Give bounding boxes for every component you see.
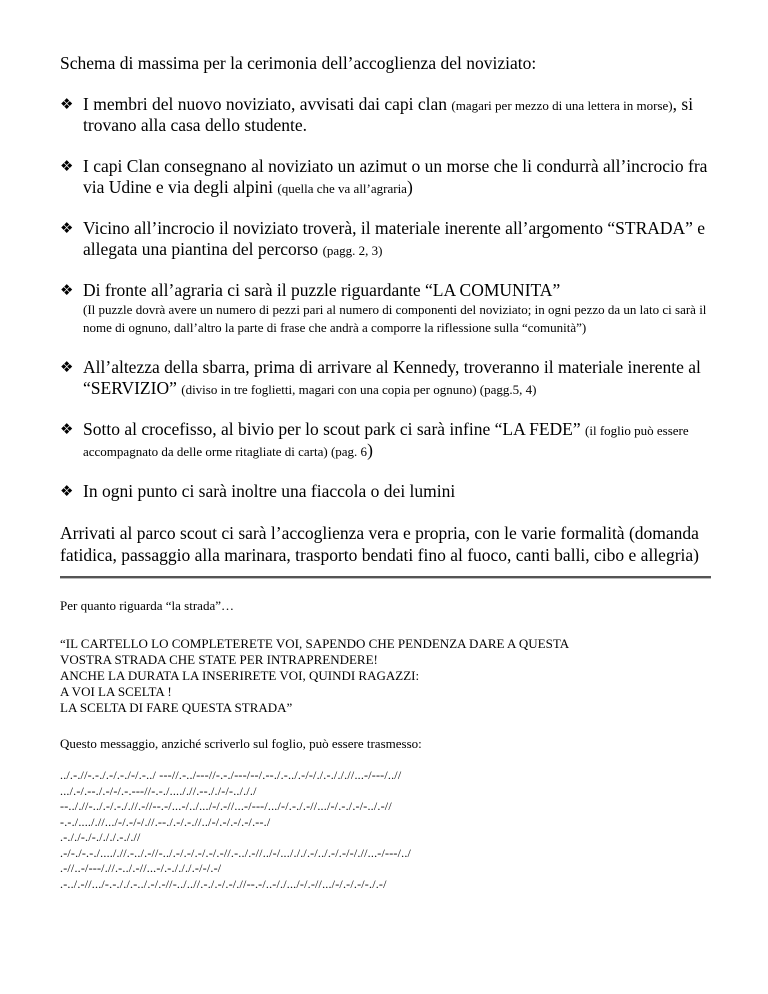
diamond-bullet-icon: ❖ [60, 281, 74, 299]
closing-paragraph: Arrivati al parco scout ci sarà l’accoglienza vera e propria, con le varie formalità (domanda fatidica, passaggio alla marinara, trasporto bendati fino al fuoco, canti balli, cibo e allegria) [60, 523, 699, 565]
bullet-7-main: In ogni punto ci sarà inoltre una fiaccola o dei lumini [83, 481, 456, 501]
bullet-5-note: (diviso in tre foglietti, magari con una copia per ognuno) (pagg.5, 4) [181, 382, 537, 397]
quote-line: “IL CARTELLO LO COMPLETERETE VOI, SAPENDO CHE PENDENZA DARE A QUESTA [60, 636, 570, 651]
bullet-2-tail: ) [406, 177, 413, 197]
quote-line: ANCHE LA DURATA LA INSERIRETE VOI, QUINDI RAGAZZI: [60, 668, 420, 683]
quote-line: LA SCELTA DI FARE QUESTA STRADA” [60, 700, 293, 715]
strada-quote [60, 636, 720, 716]
bullet-6-note: (il foglio può essere accompagnato da delle orme ritagliate di carta) (pag. 6 [83, 423, 689, 459]
bullet-3-note: (pagg. 2, 3) [322, 243, 383, 258]
bullet-4-main: Di fronte all’agraria ci sarà il puzzle riguardante “LA COMUNITA” [83, 280, 561, 300]
bullet-2-note: (quella che va all’agraria [277, 181, 407, 196]
morse-line: --.././/-../.-/.-././/.-//--.-/...-/../.../-/.-//...-/---/.../-/.-./.-//.../-/.-./.-/-../.-// [60, 799, 392, 813]
bullet-6-main: Sotto al crocefisso, al bivio per lo scout park ci sarà infine “LA FEDE” [83, 419, 586, 439]
bullet-item-2 [60, 156, 712, 198]
bullet-item-1 [60, 94, 712, 136]
quote-line: A VOI LA SCELTA ! [60, 684, 172, 699]
bullet-1-main: I membri del nuovo noviziato, avvisati dai capi clan [83, 94, 452, 114]
bullet-1-tail: , si trovano alla casa dello studente. [83, 94, 694, 135]
morse-message [60, 768, 720, 892]
bullet-item-7 [60, 481, 712, 502]
bullet-2-main: I capi Clan consegnano al noviziato un azimut o un morse che li condurrà all’incrocio fra via Udine e via degli alpini [83, 156, 708, 197]
bullet-4-note: (Il puzzle dovrà avere un numero di pezzi pari al numero di componenti del noviziato; in ogni pezzo da un lato ci sarà il nome di ognuno, dall’altro la parte di frase che andrà a comporre la riflessione sulla “comunità”) [83, 302, 707, 335]
morse-intro: Questo messaggio, anziché scriverlo sul foglio, può essere trasmesso: [60, 736, 422, 751]
strada-heading: Per quanto riguarda “la strada”… [60, 598, 234, 613]
bullet-1-note: (magari per mezzo di una lettera in morse) [451, 98, 673, 113]
bullet-item-6 [60, 419, 712, 461]
strada-section [60, 598, 720, 892]
diamond-bullet-icon: ❖ [60, 420, 74, 438]
bullet-3-main: Vicino all’incrocio il noviziato troverà, il materiale inerente all’argomento “STRADA” e allegata una piantina del percorso [83, 218, 706, 259]
diamond-bullet-icon: ❖ [60, 219, 74, 237]
diamond-bullet-icon: ❖ [60, 482, 74, 500]
bullet-list [60, 94, 712, 502]
bullet-item-4 [60, 280, 712, 337]
diamond-bullet-icon: ❖ [60, 95, 74, 113]
section-divider [60, 576, 711, 579]
morse-line: .-//..-/---/.//.-../.-//...-/.-./././.-/-/.-/ [60, 861, 222, 875]
morse-line: ../.-.//-.-./.-/.-./-/.-../ ---//.-../---//-.-./---/--/.--./.-../.-/-/./.-./././/...-/---/..// [60, 768, 402, 782]
bullet-6-tail: ) [367, 440, 373, 460]
quote-line: VOSTRA STRADA CHE STATE PER INTRAPRENDERE! [60, 652, 378, 667]
diamond-bullet-icon: ❖ [60, 157, 74, 175]
diamond-bullet-icon: ❖ [60, 358, 74, 376]
bullet-item-3 [60, 218, 712, 260]
morse-line: .-../.-//.../-.-././.-../.-/.-//-../..//.-./.-/.-/.//--.-/..-/./.../-/.-//.../-/.-/.-/-./.-/ [60, 876, 387, 891]
document-body [60, 52, 712, 578]
morse-line: .-././-./-./././.-./.// [60, 830, 141, 844]
morse-line: .../.-/.--./.-/-/.-.---//-.-./...././/.--././-/-../././ [60, 783, 257, 798]
intro-text: Schema di massima per la cerimonia dell’accoglienza del noviziato: [60, 53, 537, 73]
bullet-item-5 [60, 357, 712, 399]
morse-line: .-/-./-.-./...././/.-../.-//-../.-/.-/.-/.-/.-//.-../.-//../-/.../././.-/../.-/.-/-/.//...-/---/../ [60, 845, 412, 860]
morse-line: -.-./...././/.../-/.-/-/.//.--./.-/.-.//../-/.-/.-/.-/.--./ [60, 814, 271, 829]
bullet-5-main: All’altezza della sbarra, prima di arrivare al Kennedy, troveranno il materiale inerente al “SERVIZIO” [83, 357, 701, 398]
